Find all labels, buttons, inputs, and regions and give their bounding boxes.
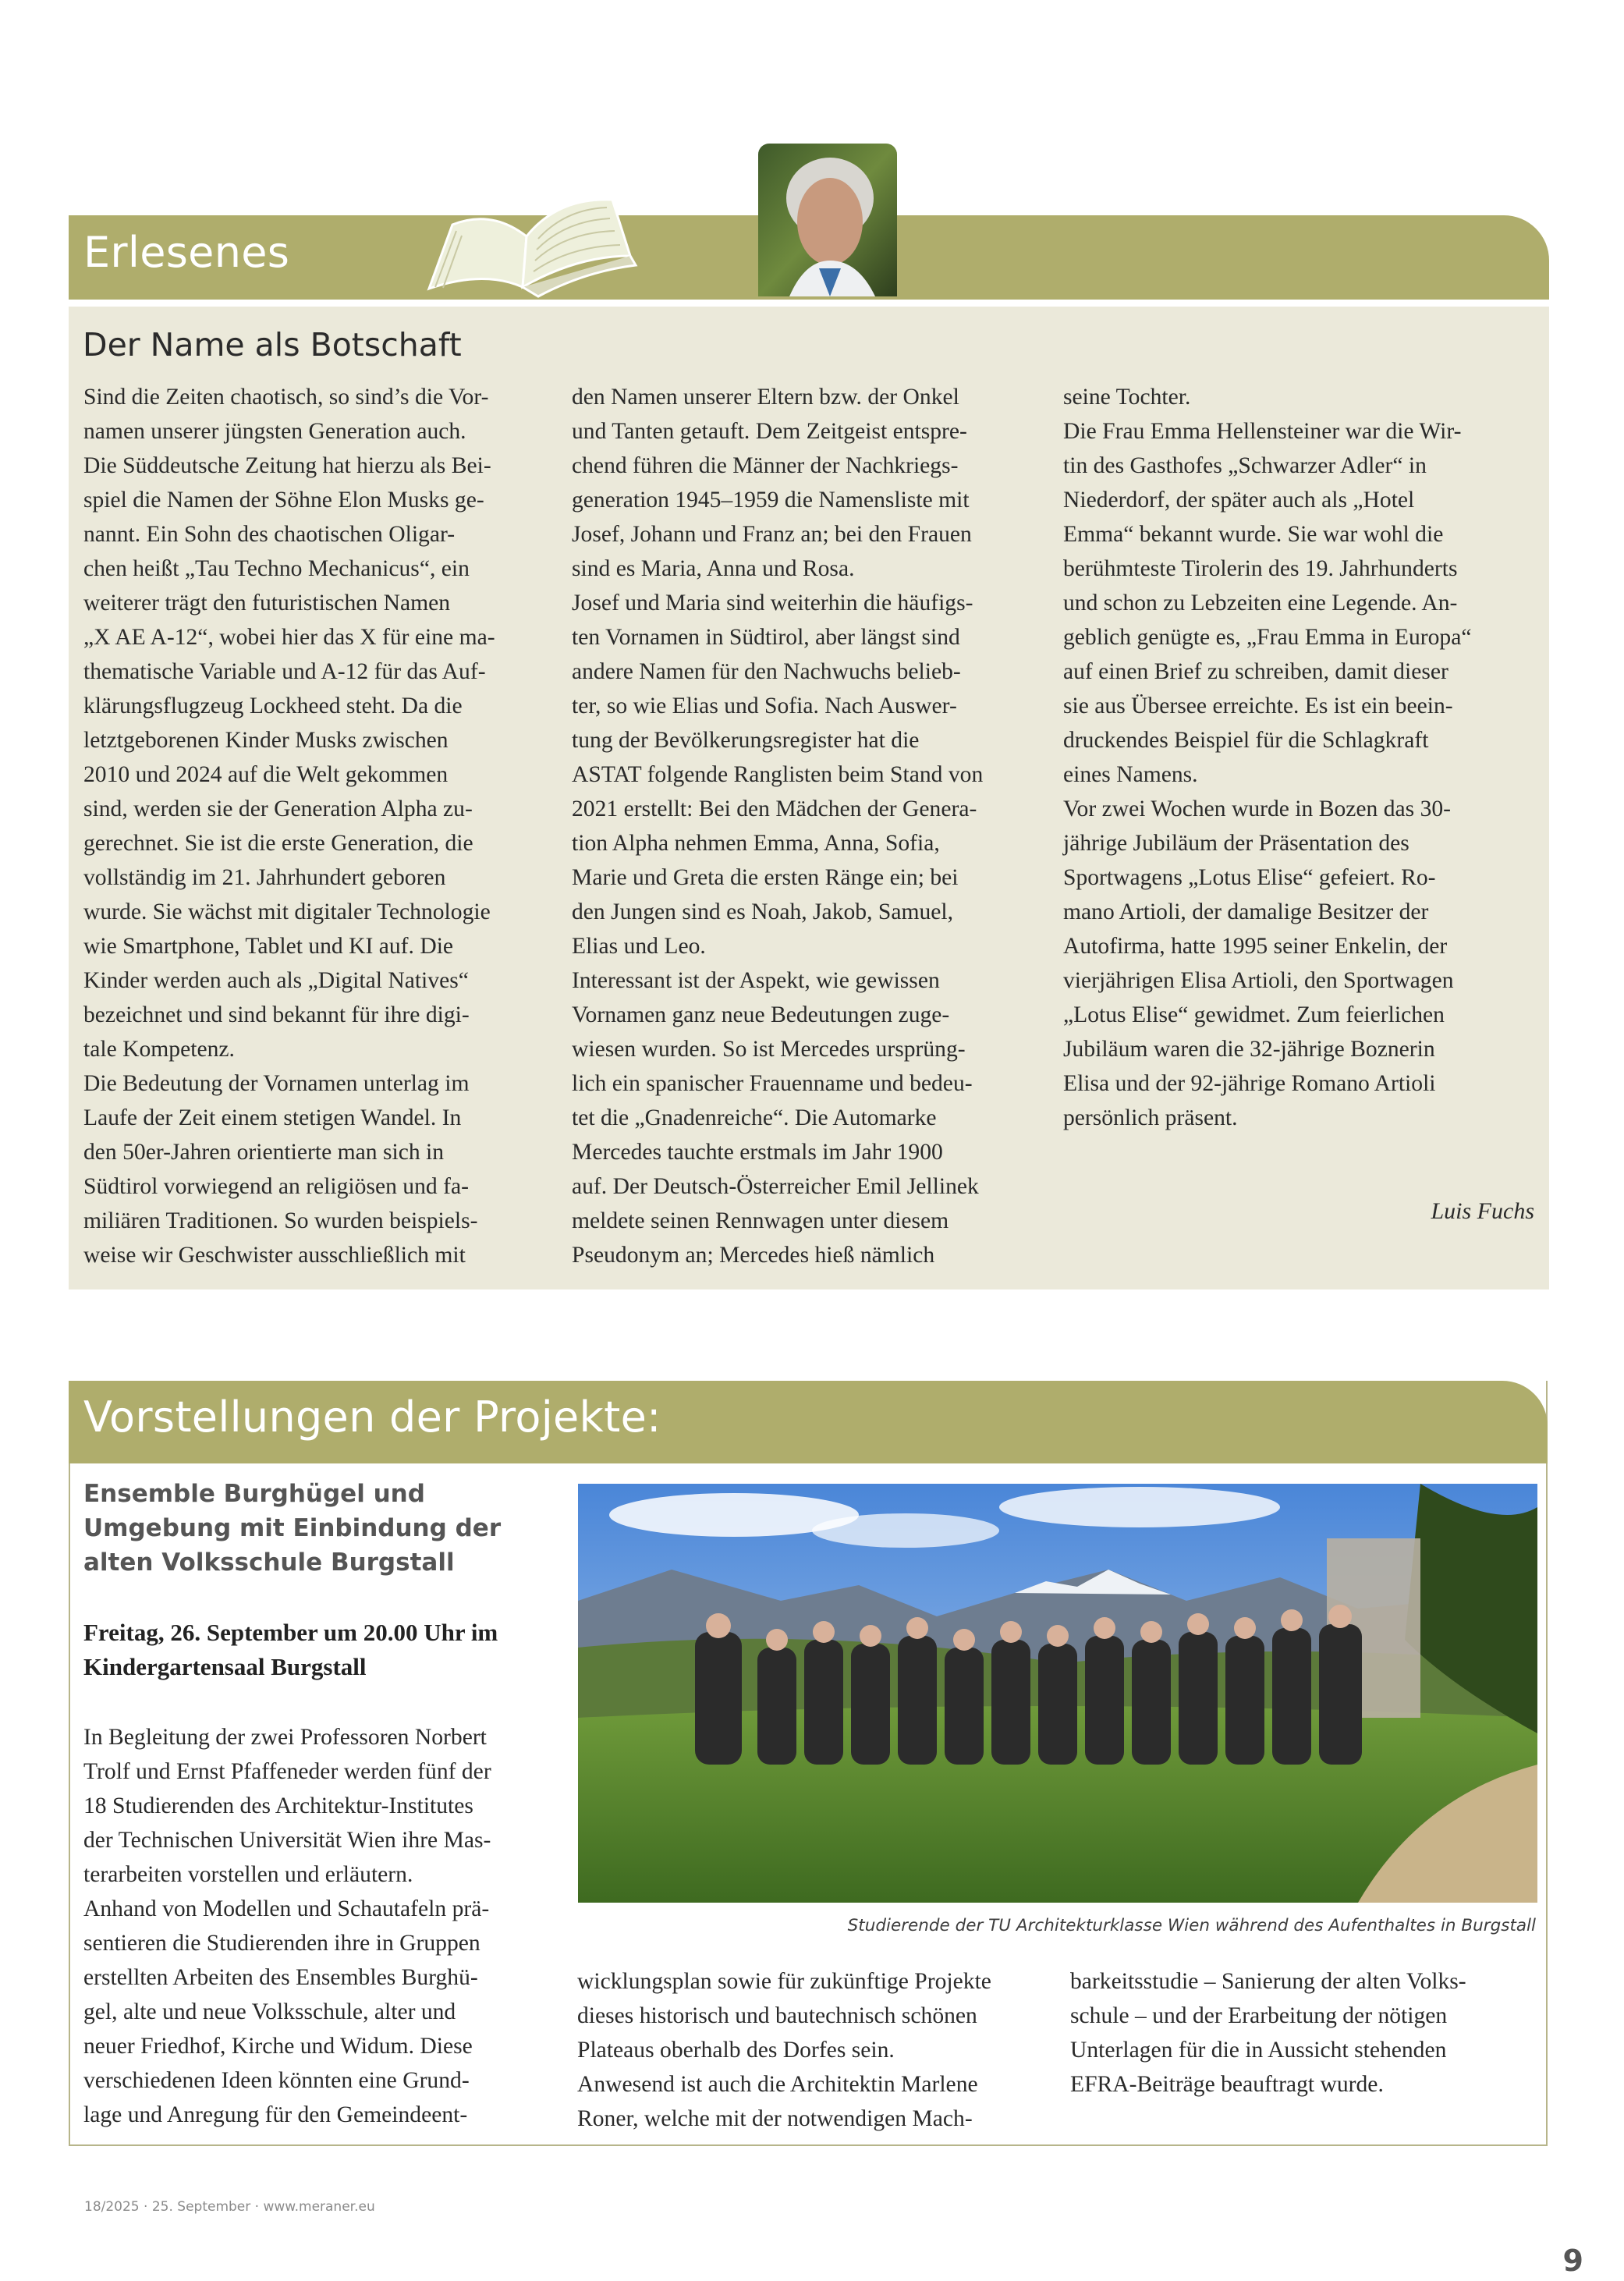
section-header-title: Erlesenes <box>83 228 290 277</box>
photo-caption: Studierende der TU Architekturklasse Wien während des Aufenthaltes in Burgstall <box>847 1916 1536 1935</box>
project-column-1: In Begleitung der zwei Professoren Norbert Trolf und Ernst Pfaffeneder werden fünf der 18 Studierenden des Architektur-Institutes der Technischen Universität Wien ihre Mas- terarbeiten vorstellen und erläutern. Anhand von Modellen und Schautafeln prä- sentieren die Studierenden ihre in Gruppen erstellten Arbeiten des Ensembles Burghü- gel, alte und neue Volksschule, alter und neuer Friedhof, Kirche und Widum. Diese verschiedenen Ideen könnten eine Grund- lage und Anregung für den Gemeindeent- <box>83 1725 491 2127</box>
article-column-2: den Namen unserer Eltern bzw. der Onkel und Tanten getauft. Dem Zeitgeist entspre- chend führen die Männer der Nachkriegs- generation 1945–1959 die Namensliste mit Josef, Johann und Franz an; bei den Frauen sind es Maria, Anna und Rosa. Josef und Maria sind weiterhin die häufigs- ten Vornamen in Südtirol, aber längst sind andere Namen für den Nachwuchs belieb- ter, so wie Elias und Sofia. Nach Auswer- tung der Bevölkerungsregister hat die ASTAT folgende Ranglisten beim Stand von 2021 erstellt: Bei den Mädchen der Genera- tion Alpha nehmen Emma, Anna, Sofia, Marie und Greta die ersten Ränge ein; bei den Jungen sind es Noah, Jakob, Samuel, Elias und Leo. Interessant ist der Aspekt, wie gewissen Vornamen ganz neue Bedeutungen zuge- wiesen wurden. So ist Mercedes ursprüng- lich ein spanischer Frauenname und bedeu- tet die „Gnadenreiche“. Die Automarke Mercedes tauchte erstmals im Jahr 1900 auf. Der Deutsch-Österreicher Emil Jellinek meldete seinen Rennwagen unter diesem Pseudonym an; Mercedes hieß nämlich <box>572 385 984 1268</box>
project-column-2: wicklungsplan sowie für zukünftige Projekte dieses historisch und bautechnisch schönen Plateaus oberhalb des Dorfes sein. Anwesend ist auch die Architektin Marlene Roner, welche mit der notwendigen Mach- <box>577 1969 991 2131</box>
article-title: Der Name als Botschaft <box>83 326 462 364</box>
article-author: Luis Fuchs <box>1431 1198 1534 1224</box>
article-column-1: Sind die Zeiten chaotisch, so sind’s die Vor- namen unserer jüngsten Generation auch. Die Süddeutsche Zeitung hat hierzu als Bei- spiel die Namen der Söhne Elon Musks ge- nannt. Ein Sohn des chaotischen Oligar- chen heißt „Tau Techno Mechanicus“, ein weiterer trägt den futuristischen Namen „X AE A-12“, wobei hier das X für eine ma- thematische Variable und A-12 für das Auf- klärungsflugzeug Lockheed steht. Da die letztgeborenen Kinder Musks zwischen 2010 und 2024 auf die Welt gekommen sind, werden sie der Generation Alpha zu- gerechnet. Sie ist die erste Generation, die vollständig im 21. Jahrhundert geboren wurde. Sie wächst mit digitaler Technologie wie Smartphone, Tablet und KI auf. Die Kinder werden auch als „Digital Natives“ bezeichnet und sind bekannt für ihre digi- tale Kompetenz. Die Bedeutung der Vornamen unterlag im Laufe der Zeit einem stetigen Wandel. In den 50er-Jahren orientierte man sich in Südtirol vorwiegend an religiösen und fa- miliären Traditionen. So wurden beispiels- weise wir Geschwister ausschließlich mit <box>83 385 495 1268</box>
author-portrait-photo <box>758 144 897 296</box>
group-photo-students <box>578 1484 1537 1903</box>
event-date-location: Freitag, 26. September um 20.00 Uhr im Kindergartensaal Burgstall <box>83 1619 498 1680</box>
project-column-3: barkeitsstudie – Sanierung der alten Volks- schule – und der Erarbeitung der nötigen Unterlagen für die in Aussicht stehenden EFRA-Beiträge beauftragt wurde. <box>1070 1969 1466 2097</box>
footer-issue-info: 18/2025 · 25. September · www.meraner.eu <box>84 2199 375 2215</box>
page-number: 9 <box>1562 2244 1583 2278</box>
open-book-icon <box>421 178 647 303</box>
article-column-3: seine Tochter. Die Frau Emma Hellensteiner war die Wir- tin des Gasthofes „Schwarzer Adler“ in Niederdorf, der später auch als „Hotel Emma“ bekannt wurde. Sie war wohl die berühmteste Tirolerin des 19. Jahrhunderts und schon zu Lebzeiten eine Legende. An- geblich genügte es, „Frau Emma in Europa“ auf einen Brief zu schreiben, damit dieser sie aus Übersee erreichte. Es ist ein beein- druckendes Beispiel für die Schlagkraft eines Namens. Vor zwei Wochen wurde in Bozen das 30- jährige Jubiläum der Präsentation des Sportwagens „Lotus Elise“ gefeiert. Ro- mano Artioli, der damalige Besitzer der Autofirma, hatte 1995 seiner Enkelin, der vierjährigen Elisa Artioli, den Sportwagen „Lotus Elise“ gewidmet. Zum feierlichen Jubiläum waren die 32-jährige Boznerin Elisa und der 92-jährige Romano Artioli persönlich präsent. <box>1063 385 1472 1130</box>
section-header-title: Vorstellungen der Projekte: <box>83 1392 661 1442</box>
project-title: Ensemble Burghügel und Umgebung mit Einbindung der alten Volksschule Burgstall <box>83 1480 502 1577</box>
